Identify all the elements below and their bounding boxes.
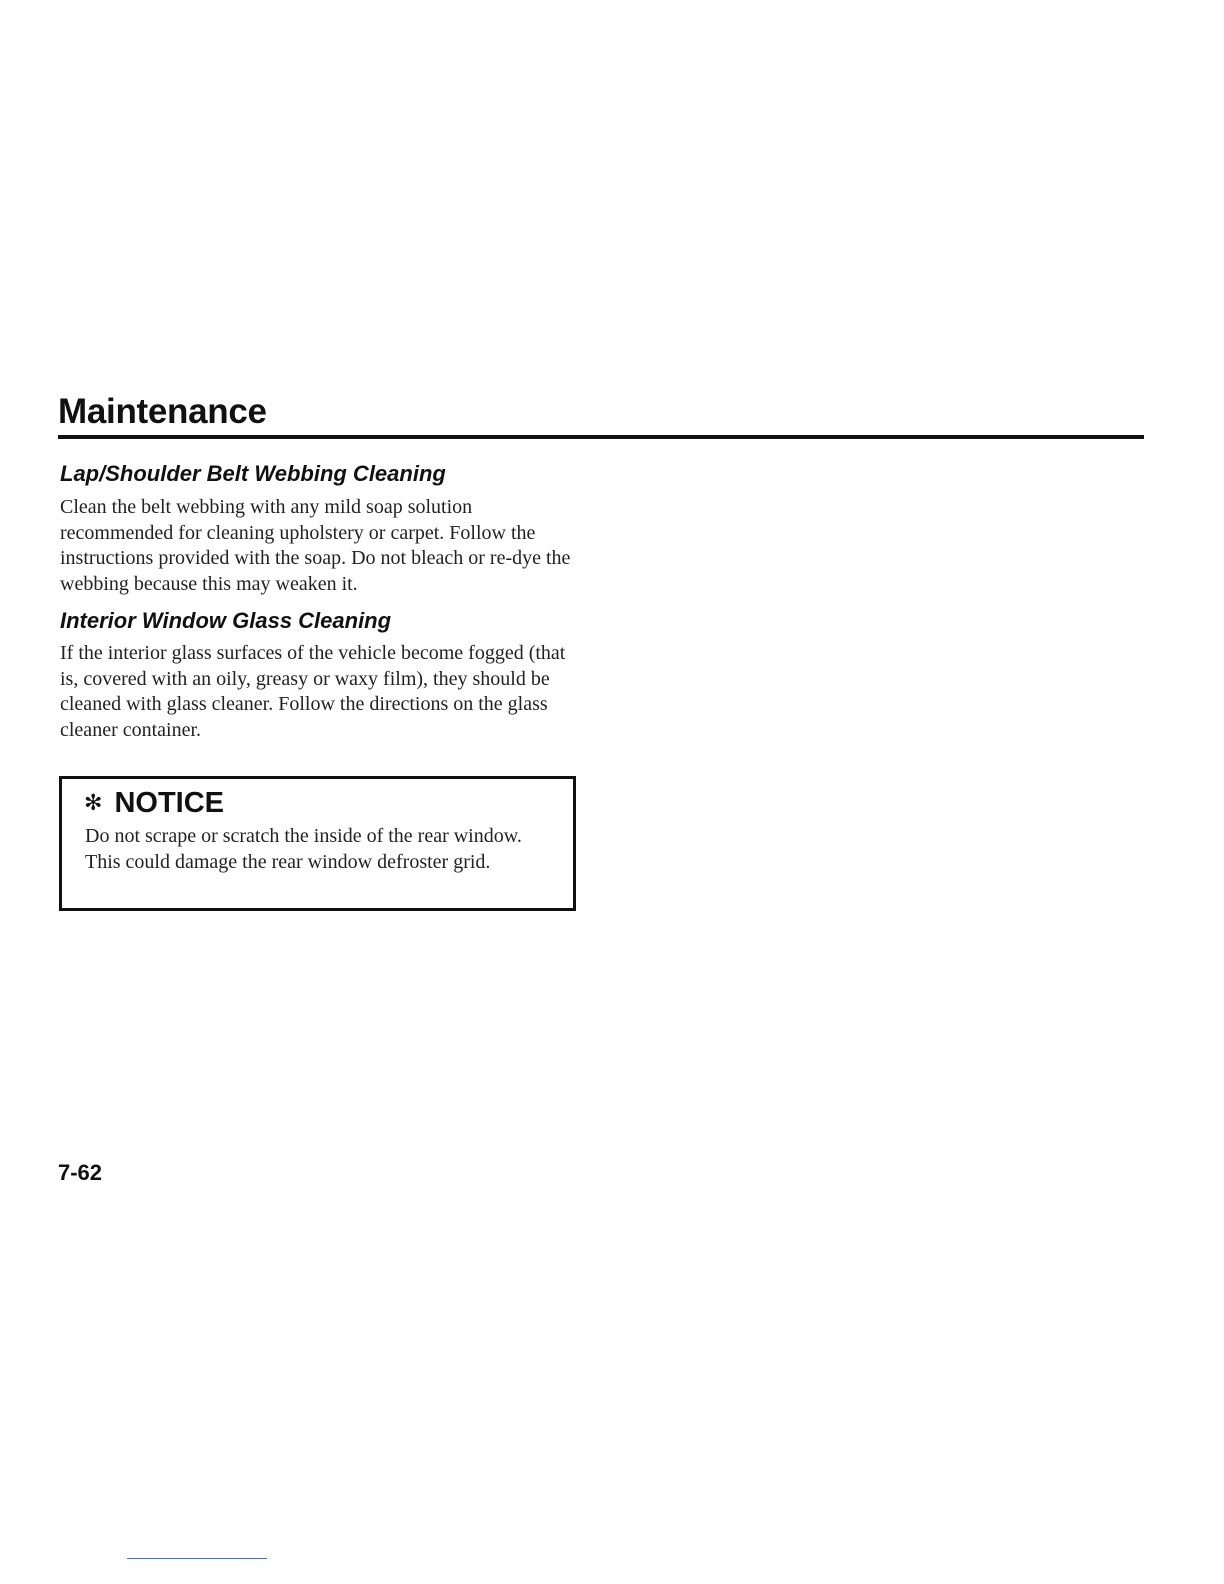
title-rule xyxy=(58,435,1144,439)
notice-label: NOTICE xyxy=(114,787,224,819)
page-number: 7-62 xyxy=(58,1160,103,1185)
section-body-window-glass: If the interior glass surfaces of the vehicle become fogged (that is, covered with an oily, greasy or waxy film), they should be cleaned with glass cleaner. Follow the directions on the glass cleaner container. xyxy=(60,642,566,741)
bottom-link-line xyxy=(127,1558,267,1559)
page-title: Maintenance xyxy=(58,392,267,431)
section-body-belt-webbing: Clean the belt webbing with any mild soap solution recommended for cleaning upholstery or carpet. Follow the instructions provided with the soap. Do not bleach or re-dye the webbing because this may weaken it. xyxy=(60,496,571,595)
notice-body: Do not scrape or scratch the inside of the rear window. This could damage the rear window defroster grid. xyxy=(85,825,522,873)
section-heading-window-glass: Interior Window Glass Cleaning xyxy=(60,608,392,633)
notice-title xyxy=(84,787,224,820)
asterisk-icon: ✻ xyxy=(84,791,103,816)
section-heading-belt-webbing: Lap/Shoulder Belt Webbing Cleaning xyxy=(60,461,446,486)
notice-box xyxy=(59,776,576,911)
